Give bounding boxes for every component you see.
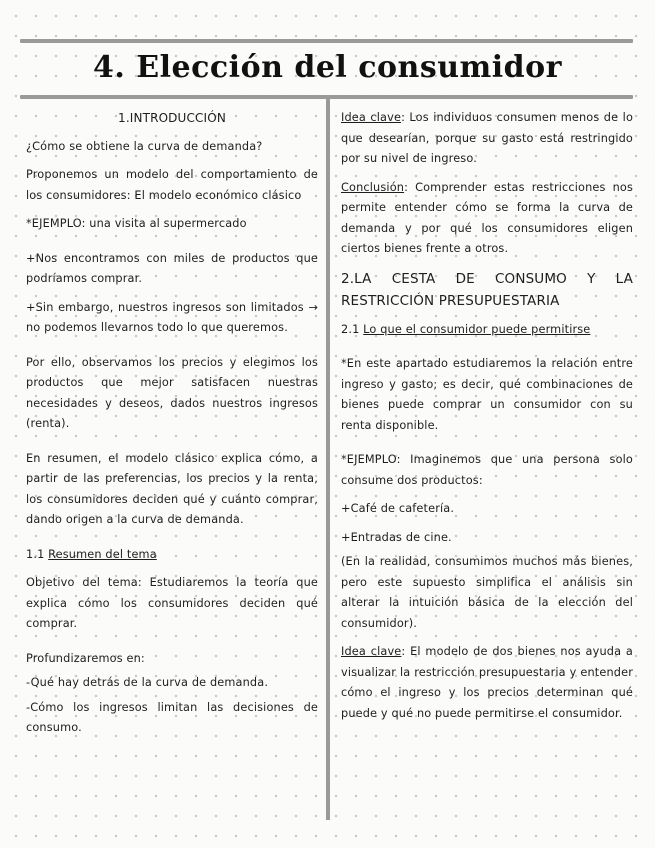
conclusion-text: : Comprender estas restricciones nos permite entender cómo se forma la curva de demanda y por qué los consumidores eligen ciertos bienes frente a otros. <box>341 180 633 255</box>
intro-heading: 1.INTRODUCCIÓN <box>118 111 226 125</box>
right-column <box>341 108 633 724</box>
column-divider <box>326 98 330 820</box>
propose-text: Proponemos un modelo del comportamiento de los consumidores: El modelo económico clásico <box>26 168 318 202</box>
bullet-text: +Sin embargo, nuestros ingresos son limitados → no podemos llevarnos todo lo que queremos. <box>26 300 318 334</box>
key-idea-text: : El modelo de dos bienes nos ayuda a visualizar la restricción presupuestaria y entender cómo el ingreso y los precios determinan qué puede y qué no puede permitirse el consumidor. <box>341 645 633 720</box>
therefore-text: Por ello, observamos los precios y elegimos los productos que mejor satisfacen nuestras necesidades y deseos, dados nuestros ingresos (renta). <box>26 355 318 430</box>
key-idea <box>341 642 633 724</box>
conclusion <box>341 178 633 260</box>
list-item: -Qué hay detrás de la curva de demanda. <box>26 676 269 689</box>
key-idea-label: Idea clave <box>341 111 402 124</box>
question-text: ¿Cómo se obtiene la curva de demanda? <box>26 139 263 153</box>
conclusion-label: Conclusión <box>341 180 405 194</box>
summary-text: En resumen, el modelo clásico explica cómo, a partir de las preferencias, los precios y la renta, los consumidores deciden qué y cuánto comprar, dando origen a la curva de demanda. <box>26 451 318 526</box>
section-heading: 2.LA CESTA DE CONSUMO Y LA RESTRICCIÓN PRESUPUESTARIA <box>341 270 633 309</box>
top-rule <box>20 39 633 43</box>
example-text: *EJEMPLO: una visita al supermercado <box>26 217 247 230</box>
objective-text: Objetivo del tema: Estudiaremos la teoría que explica cómo los consumidores deciden qué comprar. <box>26 576 318 630</box>
bullet-text: +Nos encontramos con miles de productos que podríamos comprar. <box>26 251 318 285</box>
key-idea-label: Idea clave <box>341 645 402 658</box>
left-column <box>26 108 318 739</box>
product-item: +Café de cafetería. <box>341 502 455 515</box>
product-item: +Entradas de cine. <box>341 530 452 544</box>
key-idea <box>341 108 633 170</box>
subsection-title: Resumen del tema <box>48 547 157 561</box>
subsection-number: 2.1 <box>341 322 360 336</box>
subsection-heading <box>26 545 318 566</box>
reality-text: (En la realidad, consumimos muchos más bienes, pero este supuesto simplifica el análisis sin alterar la intuición básica de la elección del consumidor). <box>341 555 633 630</box>
list-item: -Cómo los ingresos limitan las decisiones de consumo. <box>26 700 318 734</box>
subsection-number: 1.1 <box>26 547 45 561</box>
key-idea-text: : Los individuos consumen menos de lo que desearían, porque su gasto está restringido por su nivel de ingreso. <box>341 111 634 165</box>
deepen-text: Profundizaremos en: <box>26 651 145 665</box>
subsection-heading <box>341 320 633 341</box>
subsection-title: Lo que el consumidor puede permitirse <box>363 322 591 336</box>
page-title: 4. Elección del consumidor <box>93 50 562 85</box>
apartado-text: *En este apartado estudiaremos la relación entre ingreso y gasto; es decir, qué combinaciones de bienes puede comprar un consumidor con su renta disponible. <box>341 357 633 432</box>
example-text: *EJEMPLO: Imaginemos que una persona solo consume dos productos: <box>341 453 633 487</box>
